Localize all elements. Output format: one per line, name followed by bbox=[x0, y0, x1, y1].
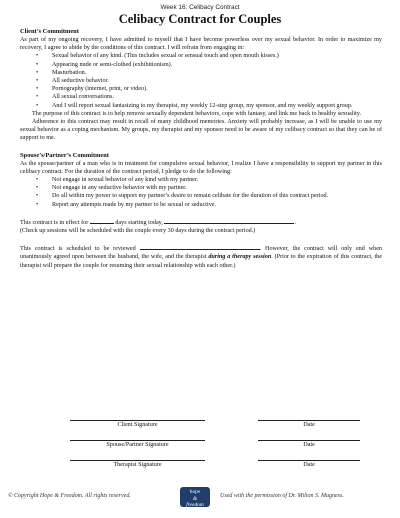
list-item-text: Appearing nude or semi-clothed (exhibitionism). bbox=[52, 61, 173, 68]
bullet-icon: • bbox=[36, 185, 39, 192]
bullet-icon: • bbox=[36, 78, 39, 85]
date-label: Date bbox=[303, 422, 315, 428]
list-item bbox=[20, 201, 382, 209]
list-item-text: Do all within my power to support my partner’s desire to remain celibate for the duration of this contract period. bbox=[52, 193, 329, 200]
checkup-note: (Check up sessions will be scheduled with the couple every 30 days during the contract period.) bbox=[20, 228, 256, 235]
list-item-text: Pornography (internet, print, or video). bbox=[52, 86, 148, 93]
therapist-signature-field[interactable] bbox=[70, 460, 205, 461]
effect-text-3: . bbox=[294, 219, 296, 226]
client-purpose: The purpose of this contract is to help remove sexually dependent behaviors, cope with fantasy, and link me back to healthy sexuality. bbox=[32, 110, 361, 117]
review-date-field[interactable] bbox=[140, 243, 260, 250]
client-adherence: Adherence to this contract may result in recall of many childhood memories. Anxiety will probably increase, as I will be unable to use my sexual behavior as a coping mechanism. My groups, my therapist and my sponsor need to be aware of my celibacy contract so that they can be of support to me. bbox=[20, 119, 382, 142]
review-emphasis: during a therapy session bbox=[208, 254, 272, 261]
signature-label: Therapist Signature bbox=[113, 462, 162, 468]
list-item bbox=[20, 184, 382, 192]
client-signature-field[interactable] bbox=[70, 420, 205, 421]
signature-row-therapist bbox=[0, 460, 400, 480]
bullet-icon: • bbox=[36, 94, 39, 101]
client-date-field[interactable] bbox=[258, 420, 360, 421]
list-item-text: Not engage in any seductive behavior with my partner. bbox=[52, 185, 187, 192]
list-item-text: Sexual behavior of any kind. (This includes sexual or sensual touch and open mouth kisses.) bbox=[52, 53, 279, 60]
effect-text-1: This contract is in effect for bbox=[20, 219, 89, 226]
signature-label: Spouse/Partner Signature bbox=[106, 442, 169, 448]
review-text-2: . However, the contract will only end when unanimously agreed upon between the husband, the wife, and the therapist bbox=[20, 246, 382, 261]
logo-text: freedom bbox=[186, 502, 204, 508]
start-date-field[interactable] bbox=[164, 217, 294, 224]
partner-heading: Spouse’s/Partner’s Commitment bbox=[20, 151, 109, 159]
bullet-icon: • bbox=[36, 201, 39, 208]
bullet-icon: • bbox=[36, 86, 39, 93]
client-intro: As part of my ongoing recovery, I have admitted to myself that I have become powerless over my sexual behavior. In order to maximize my recovery, I agree to abide by the conditions of this contract. I will refrain from engaging in: bbox=[20, 37, 382, 52]
list-item-text: And I will report sexual fantasizing to my therapist, my weekly 12-step group, my sponsor, and my weekly support group. bbox=[52, 102, 353, 109]
client-heading: Client’s Commitment bbox=[20, 28, 79, 35]
review-text-3: . (Prior to the expiration of this contract, the therapist will prepare the couple for resuming their sexual relationship with each other.) bbox=[20, 254, 382, 269]
therapist-date-field[interactable] bbox=[258, 460, 360, 461]
list-item bbox=[20, 85, 382, 93]
list-item bbox=[20, 69, 382, 77]
partner-signature-field[interactable] bbox=[70, 440, 205, 441]
partner-list bbox=[20, 176, 382, 209]
document-body bbox=[20, 27, 382, 270]
partner-date-field[interactable] bbox=[258, 440, 360, 441]
list-item-text: Not engage in sexual behavior of any kind with my partner. bbox=[52, 177, 199, 184]
bullet-icon: • bbox=[36, 193, 39, 200]
logo-text: & bbox=[192, 495, 198, 502]
effect-text-2: days starting today, bbox=[115, 219, 163, 226]
copyright-text: © Copyright Hope & Freedom. All rights reserved. bbox=[8, 493, 131, 499]
page-footer bbox=[0, 487, 400, 509]
list-item bbox=[20, 52, 382, 60]
list-item bbox=[20, 61, 382, 69]
list-item-text: All seductive behavior. bbox=[52, 78, 109, 85]
review-paragraph bbox=[20, 243, 382, 270]
list-item-text: All sexual conversations. bbox=[52, 94, 114, 101]
date-label: Date bbox=[303, 462, 315, 468]
list-item bbox=[20, 176, 382, 184]
week-label: Week 16: Celibacy Contract bbox=[160, 4, 240, 11]
list-item bbox=[20, 93, 382, 101]
list-item bbox=[20, 77, 382, 85]
bullet-icon: • bbox=[36, 177, 39, 184]
client-list bbox=[20, 52, 382, 109]
list-item bbox=[20, 102, 382, 110]
review-text-1: This contract is scheduled to be reviewed bbox=[20, 246, 136, 253]
page-title: Celibacy Contract for Couples bbox=[118, 12, 282, 26]
logo-text: hope bbox=[189, 489, 201, 495]
bullet-icon: • bbox=[36, 69, 39, 76]
bullet-icon: • bbox=[36, 102, 39, 109]
list-item-text: Masturbation. bbox=[52, 69, 87, 76]
signature-row-client bbox=[0, 420, 400, 440]
days-field[interactable] bbox=[90, 217, 114, 224]
permission-text: Used with the permission of Dr. Milton S. Magness. bbox=[220, 493, 344, 499]
list-item-text: Report any attempts made by my partner to be sexual or seductive. bbox=[52, 201, 217, 208]
partner-intro: As the spouse/partner of a man who is in treatment for compulsive sexual behavior, I realize I have a responsibility to support my partner in this celibacy contract. For the duration of the contract period, I pledge to do the following: bbox=[20, 160, 382, 175]
bullet-icon: • bbox=[36, 53, 39, 60]
effect-line bbox=[20, 217, 382, 227]
list-item bbox=[20, 192, 382, 200]
date-label: Date bbox=[303, 442, 315, 448]
hope-freedom-logo bbox=[180, 487, 210, 507]
bullet-icon: • bbox=[36, 61, 39, 68]
signature-row-partner bbox=[0, 440, 400, 460]
signature-label: Client Signature bbox=[117, 422, 158, 428]
